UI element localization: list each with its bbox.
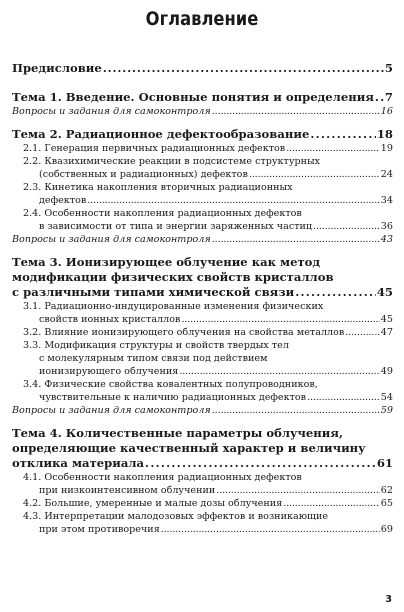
toc-entry-title-line: 4.1. Особенности накопления радиационных дефектов [23,472,302,483]
toc-entry-title-line: 2.4. Особенности накопления радиационных дефектов [23,208,302,219]
toc-entry-title-line: с различными типами химической связи [12,285,295,299]
toc-page-number: 47 [380,327,393,338]
toc-entry-title-line: Тема 4. Количественные параметры облучения, [12,426,343,440]
toc-entry-section[interactable] [12,510,393,536]
toc-entry-title-line: отклика материала [12,456,145,470]
toc-entry-section[interactable] [12,300,393,326]
toc-entry-row [23,220,393,233]
table-of-contents [12,60,393,545]
toc-entry-title-line: 3.2. Влияние ионизирующего облучения на свойства металлов [23,327,345,338]
dot-leader [310,127,376,142]
toc-page-number: 69 [380,524,393,535]
toc-entry-row [23,326,393,339]
toc-entry-row [12,285,393,300]
toc-entry-title: Вопросы и задания для самоконтроля [12,106,211,117]
toc-entry-row [23,523,393,536]
toc-page-number: 54 [380,392,393,403]
toc-entry-section[interactable] [12,207,393,233]
toc-entry-title-line: при низкоинтенсивном облучении [39,485,216,496]
toc-page-number: 43 [380,234,393,245]
toc-entry-title-line: в зависимости от типа и энергии заряженных частиц [39,221,313,232]
toc-entry-title-line: 4.3. Интерпретации малодозовых эффектов и возникающие [23,511,329,522]
toc-entry-preface[interactable] [12,60,393,76]
toc-entry-questions[interactable] [12,404,393,417]
toc-entry-title-line: 3.3. Модификация структуры и свойств твердых тел [23,340,289,351]
toc-page-number: 34 [380,195,393,206]
toc-entry-title: Вопросы и задания для самоконтроля [12,405,211,416]
toc-entry-title-line: 4.2. Большие, умеренные и малые дозы облучения [23,498,283,509]
toc-entry-title-line: Тема 3. Ионизирующее облучение как метод [12,255,321,269]
toc-entry-title-line: при этом противоречия [39,524,160,535]
toc-page-number: 49 [380,366,393,377]
toc-entry-row [12,127,393,142]
toc-page-number: 5 [384,61,393,75]
toc-entry-chapter[interactable] [12,255,393,300]
toc-entry-title-line: Тема 1. Введение. Основные понятия и определения [12,90,374,104]
toc-entry-row [12,456,393,471]
toc-entry-title-line: 2.3. Кинетика накопления вторичных радиационных [23,182,293,193]
toc-entry-title-line: определяющие качественный характер и величину [12,441,366,455]
toc-page-number: 59 [380,405,393,416]
toc-entry-section[interactable] [12,471,393,497]
toc-entry-section[interactable] [12,497,393,510]
toc-entry-row [23,142,393,155]
toc-entry-chapter[interactable] [12,127,393,142]
dot-leader [375,90,384,105]
dot-leader [181,313,379,326]
toc-entry-section[interactable] [12,326,393,339]
toc-entry-row [12,233,393,246]
toc-page-number: 24 [380,169,393,180]
dot-leader [161,523,380,536]
toc-entry-row [23,391,393,404]
page-number: 3 [385,594,392,605]
toc-chapter-group [12,127,393,246]
dot-leader [283,497,380,510]
toc-entry-section[interactable] [12,155,393,181]
dot-leader [295,285,376,300]
dot-leader [313,220,380,233]
toc-entry-title-line: с молекулярным типом связи под действием [39,353,268,364]
toc-page-number: 62 [380,485,393,496]
toc-entry-title-line: 3.4. Физические свойства ковалентных полупроводников, [23,379,318,390]
dot-leader [179,365,379,378]
toc-entry-title-line: модификации физических свойств кристаллов [12,270,334,284]
toc-chapter-group [12,90,393,118]
toc-chapter-group [12,426,393,536]
toc-entry-questions[interactable] [12,233,393,246]
page-title: Оглавление [145,8,259,30]
toc-entry-row [12,105,393,118]
toc-page-number: 18 [376,127,393,141]
toc-page-number: 61 [376,456,393,470]
toc-page-number: 65 [380,498,393,509]
toc-entry-title-line: Тема 2. Радиационное дефектообразование [12,127,310,141]
toc-entry-chapter[interactable] [12,90,393,105]
toc-entry-chapter[interactable] [12,426,393,471]
toc-entry-row [23,484,393,497]
toc-entry-title-line: дефектов [39,195,87,206]
toc-page-number: 36 [380,221,393,232]
toc-page-number: 19 [380,143,393,154]
dot-leader [249,168,380,181]
dot-leader [212,233,380,246]
toc-entry-section[interactable] [12,339,393,378]
toc-entry-title-line: ионизирующего облучения [39,366,179,377]
dot-leader [212,105,380,118]
toc-entry-row [12,404,393,417]
toc-entry-row [12,90,393,105]
toc-chapter-group [12,255,393,417]
toc-page-number: 45 [380,314,393,325]
toc-entry-row [23,497,393,510]
dot-leader [212,404,380,417]
toc-entry-row [23,194,393,207]
dot-leader [103,60,384,76]
toc-entry-title-line: 2.2. Квазихимические реакции в подсистеме структурных [23,156,321,167]
dot-leader [87,194,380,207]
toc-entry-title-line: (собственных и радиационных) дефектов [39,169,248,180]
toc-page-number: 45 [376,285,393,299]
toc-entry-title: Вопросы и задания для самоконтроля [12,234,211,245]
dot-leader [307,391,380,404]
toc-entry-title: Предисловие [12,61,102,75]
toc-page-number: 16 [380,106,393,117]
toc-entry-questions[interactable] [12,105,393,118]
toc-entry-title-line: 3.1. Радиационно-индуцированные изменения физических [23,301,324,312]
toc-page-number: 7 [384,90,393,104]
dot-leader [345,326,379,339]
toc-entry-row [23,313,393,326]
toc-entry-title-line: чувствительные к наличию радиационных дефектов [39,392,307,403]
toc-entry-row [23,168,393,181]
toc-entry-title-line: 2.1. Генерация первичных радиационных дефектов [23,143,286,154]
toc-entry-row [23,365,393,378]
toc-entry-section[interactable] [12,181,393,207]
toc-entry-title-line: свойств ионных кристаллов [39,314,181,325]
toc-entry-section[interactable] [12,142,393,155]
dot-leader [286,142,380,155]
dot-leader [216,484,379,497]
toc-entry-section[interactable] [12,378,393,404]
dot-leader [145,456,376,471]
